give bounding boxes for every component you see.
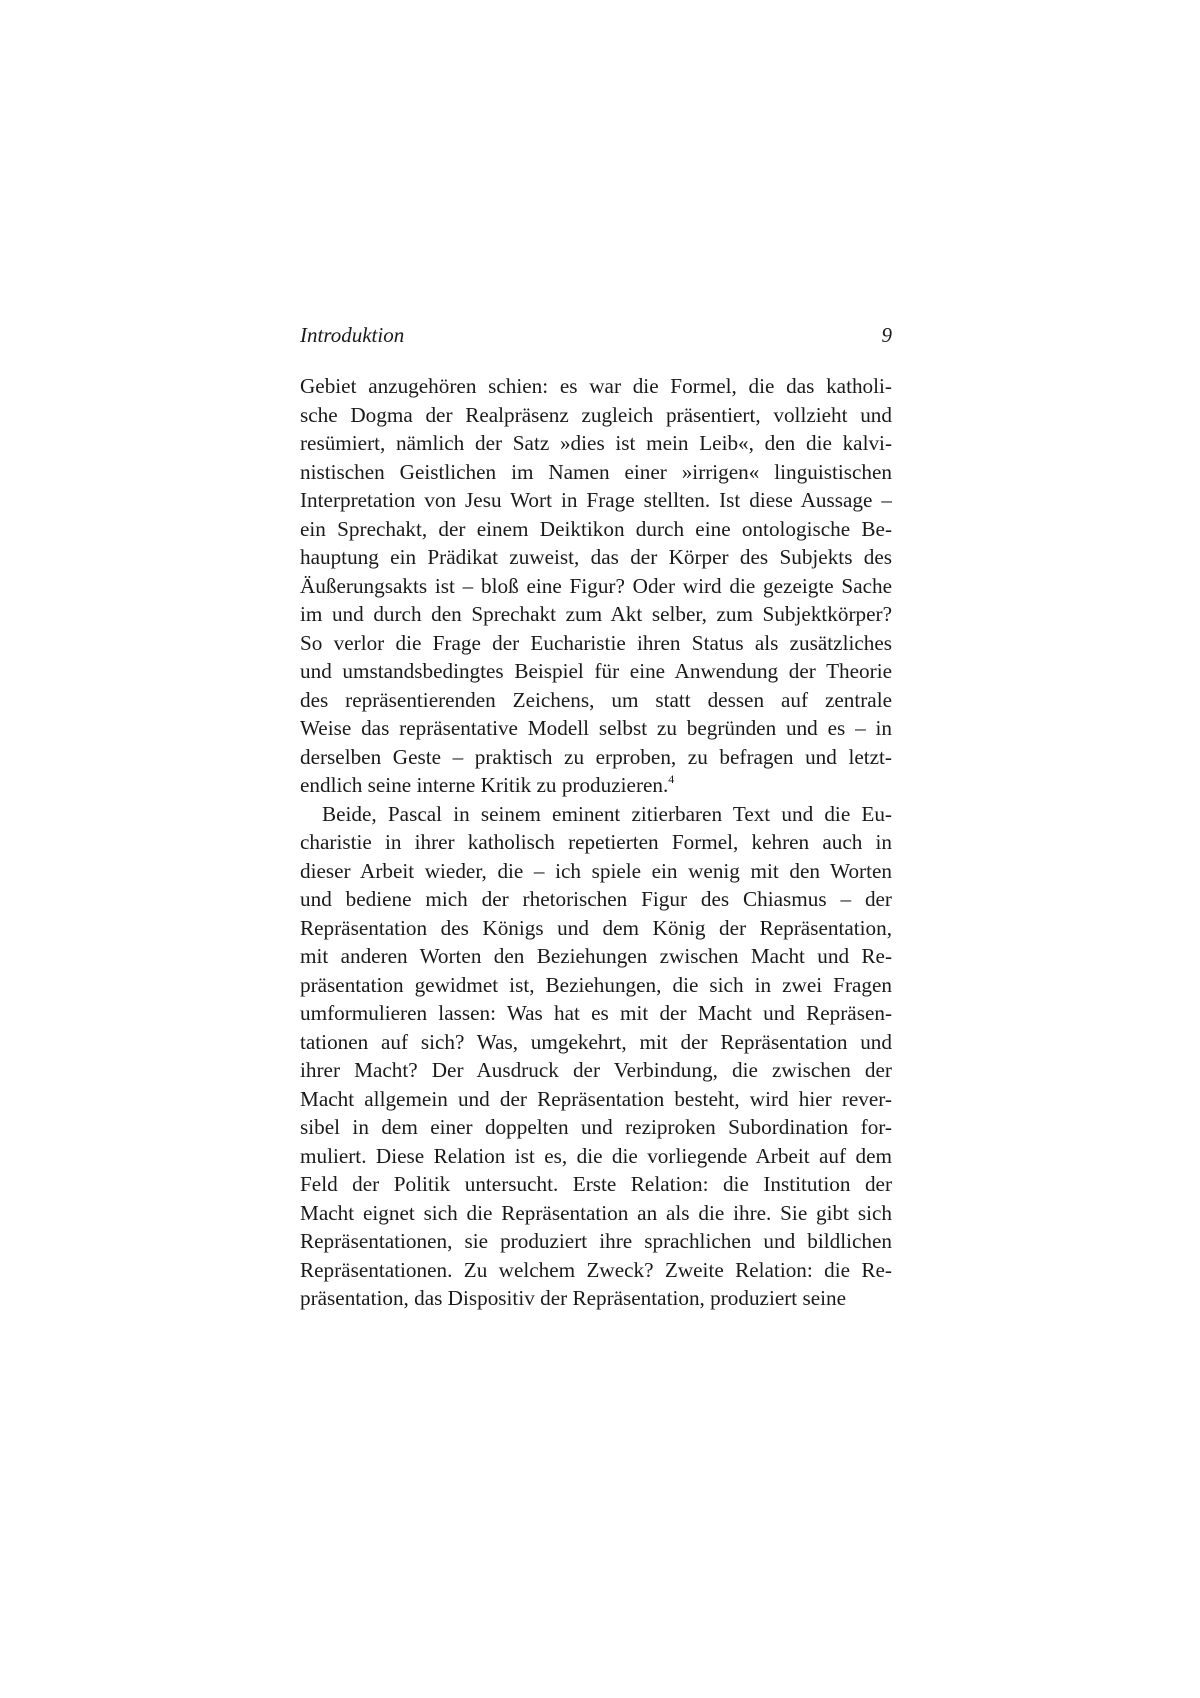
text-line (300, 1113, 892, 1142)
text-line (300, 1256, 892, 1285)
body-text (300, 372, 892, 1313)
text-line (300, 914, 892, 943)
text-line-content: Macht eignet sich die Repräsentation an als die ihre. Sie gibt sich (300, 1200, 892, 1225)
text-line (300, 857, 892, 886)
text-line (300, 372, 892, 401)
paragraph (300, 372, 892, 800)
text-line (300, 1056, 892, 1085)
text-line (300, 543, 892, 572)
text-line-content: derselben Geste – praktisch zu erproben, zu befragen und letzt- (300, 744, 892, 769)
text-line-content: charistie in ihrer katholisch repetierten Formel, kehren auch in (300, 830, 892, 854)
text-line-content: muliert. Diese Relation ist es, die die vorliegende Arbeit auf dem (300, 1143, 892, 1168)
text-line (300, 515, 892, 544)
footnote-marker[interactable]: 4 (668, 772, 675, 786)
text-line-content: und bediene mich der rhetorischen Figur des Chiasmus – der (300, 887, 892, 911)
text-line-content: nistischen Geistlichen im Namen einer »irrigen« linguistischen (300, 459, 892, 484)
text-line (300, 971, 892, 1000)
text-line (300, 657, 892, 686)
text-line (300, 1085, 892, 1114)
text-line (300, 458, 892, 487)
text-line-content: Repräsentationen. Zu welchem Zweck? Zweite Relation: die Re- (300, 1257, 892, 1282)
text-line (300, 800, 892, 829)
text-line (300, 1142, 892, 1171)
text-line-content: tationen auf sich? Was, umgekehrt, mit der Repräsentation und (300, 1029, 892, 1054)
text-line (300, 1284, 892, 1313)
text-line-content: im und durch den Sprechakt zum Akt selber, zum Subjektkörper? (300, 602, 892, 626)
text-line (300, 572, 892, 601)
text-line (300, 401, 892, 430)
text-line (300, 743, 892, 772)
text-line (300, 1227, 892, 1256)
text-line (300, 828, 892, 857)
text-line-content: Repräsentation des Königs und dem König der Repräsentation, (300, 915, 892, 940)
text-line-content: ihrer Macht? Der Ausdruck der Verbindung, die zwischen der (300, 1058, 892, 1082)
text-line-content: resümiert, nämlich der Satz »dies ist mein Leib«, den die kalvi- (300, 431, 892, 455)
text-line-content: sche Dogma der Realpräsenz zugleich präsentiert, vollzieht und (300, 402, 892, 427)
text-line (300, 486, 892, 515)
paragraph (300, 800, 892, 1313)
text-line-content: Macht allgemein und der Repräsentation besteht, wird hier rever- (300, 1086, 892, 1111)
text-line (300, 1028, 892, 1057)
text-line-content: Repräsentationen, sie produziert ihre sprachlichen und bildlichen (300, 1229, 892, 1253)
text-line (300, 771, 892, 800)
text-line (300, 1199, 892, 1228)
text-line-content: So verlor die Frage der Eucharistie ihren Status als zusätzliches (300, 630, 892, 655)
text-line-content: Beide, Pascal in seinem eminent zitierbaren Text und die Eu- (322, 801, 892, 826)
text-line-content: Gebiet anzugehören schien: es war die Formel, die das katholi- (300, 374, 892, 398)
text-line (300, 629, 892, 658)
text-line-content: präsentation gewidmet ist, Beziehungen, die sich in zwei Fragen (300, 972, 892, 997)
text-line (300, 600, 892, 629)
text-line-content: Äußerungsakts ist – bloß eine Figur? Oder wird die gezeigte Sache (300, 573, 892, 598)
text-line-content: hauptung ein Prädikat zuweist, das der Körper des Subjekts des (300, 545, 892, 569)
text-line (300, 885, 892, 914)
running-title: Introduktion (300, 323, 405, 347)
text-line-content: des repräsentierenden Zeichens, um statt dessen auf zentrale (300, 687, 892, 712)
text-line (300, 686, 892, 715)
text-line-content: endlich seine interne Kritik zu produzieren. (300, 773, 669, 797)
text-line (300, 999, 892, 1028)
text-line (300, 942, 892, 971)
text-line (300, 1170, 892, 1199)
text-line-content: umformulieren lassen: Was hat es mit der Macht und Repräsen- (300, 1001, 892, 1025)
text-line (300, 714, 892, 743)
text-line-content: sibel in dem einer doppelten und reziproken Subordination for- (300, 1115, 892, 1139)
text-line-content: dieser Arbeit wieder, die – ich spiele ein wenig mit den Worten (300, 858, 892, 883)
running-head (300, 318, 892, 352)
text-line-content: ein Sprechakt, der einem Deiktikon durch eine ontologische Be- (300, 516, 892, 541)
text-line (300, 429, 892, 458)
text-line-content: präsentation, das Dispositiv der Repräsentation, produziert seine (300, 1286, 847, 1310)
text-line-content: Interpretation von Jesu Wort in Frage stellten. Ist diese Aussage – (300, 488, 892, 512)
text-line-content: Weise das repräsentative Modell selbst zu begründen und es – in (300, 716, 892, 740)
page-number: 9 (881, 323, 892, 347)
text-line-content: mit anderen Worten den Beziehungen zwischen Macht und Re- (300, 944, 892, 968)
text-line-content: Feld der Politik untersucht. Erste Relation: die Institution der (300, 1172, 892, 1196)
text-line-content: und umstandsbedingtes Beispiel für eine Anwendung der Theorie (300, 659, 892, 683)
